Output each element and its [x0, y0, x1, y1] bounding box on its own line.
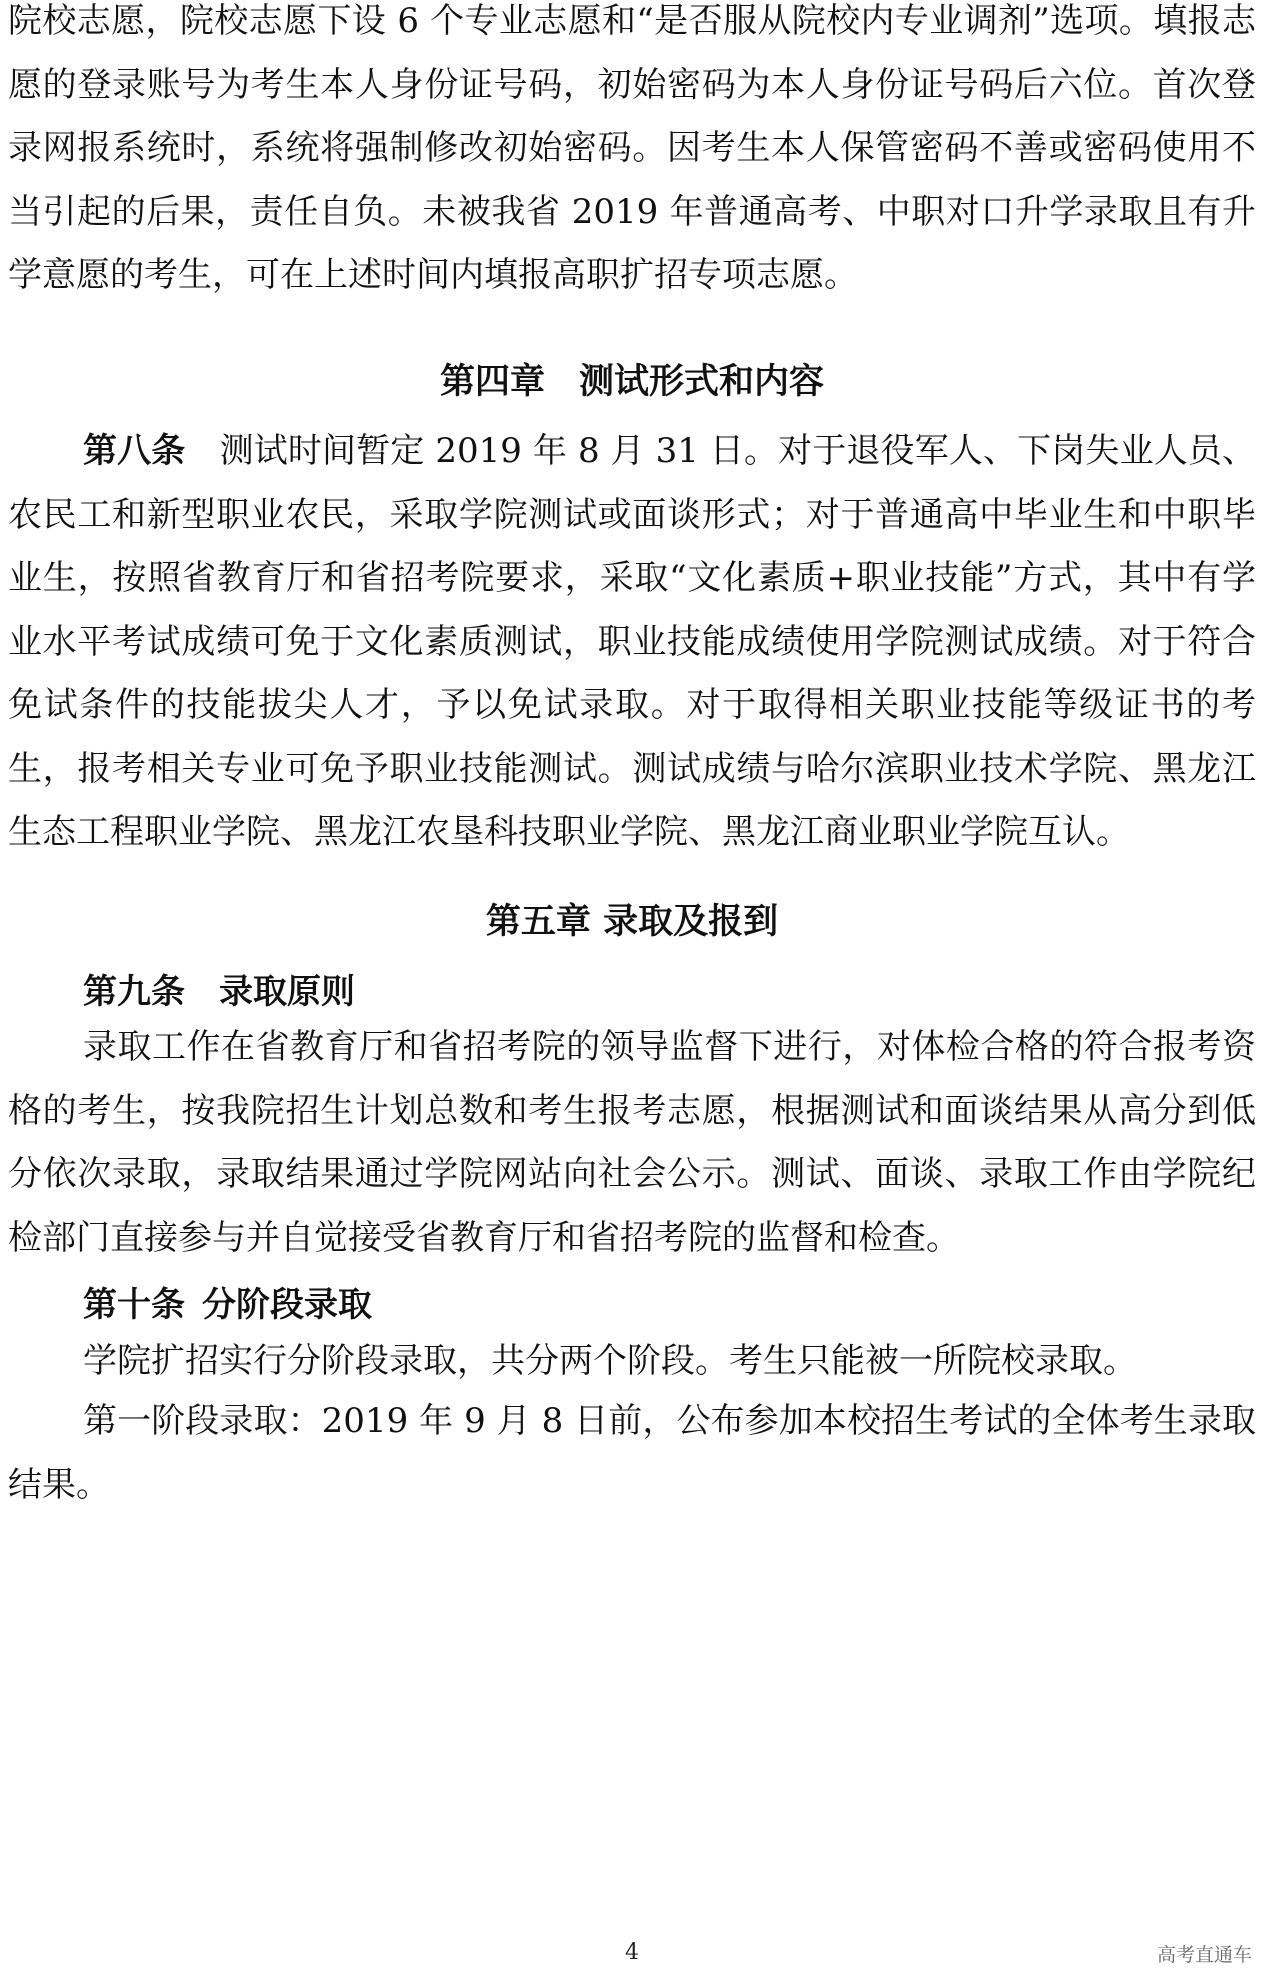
page-number: 4	[625, 1940, 639, 1965]
article-10-subtitle: 分阶段录取	[202, 1285, 372, 1325]
article-10-heading	[83, 1275, 372, 1335]
article-8-heading: 第八条	[83, 431, 186, 471]
watermark: 高考直通车	[1156, 1944, 1252, 1966]
article-9-heading	[83, 962, 355, 1022]
chapter-4-title: 测试形式和内容	[579, 362, 825, 402]
intro-paragraph: 院校志愿，院校志愿下设 6 个专业志愿和“是否服从院校内专业调剂”选项。填报志愿的登录账号为考生本人身份证号码，初始密码为本人身份证号码后六位。首次登录网报系统时，系统将强制修改初始密码。因考生本人保管密码不善或密码使用不当引起的后果，责任自负。未被我省 2019 年普通高考、中职对口升学录取且有升学意愿的考生，可在上述时间内填报高职扩招专项志愿。	[8, 1, 1256, 295]
article-9-number: 第九条	[83, 972, 185, 1012]
chapter-4-number: 第四章	[439, 362, 545, 402]
article-10-paragraph-2: 第一阶段录取：2019 年 9 月 8 日前，公布参加本校招生考试的全体考生录取结果。	[8, 1401, 1256, 1505]
chapter-4-heading	[0, 352, 1264, 412]
article-8-text: 测试时间暂定 2019 年 8 月 31 日。对于退役军人、下岗失业人员、农民工和新型职业农民，采取学院测试或面谈形式；对于普通高中毕业生和中职毕业生，按照省教育厅和省招考院要求，采取“文化素质+职业技能”方式，其中有学业水平考试成绩可免于文化素质测试，职业技能成绩使用学院测试成绩。对于符合免试条件的技能拔尖人才，予以免试录取。对于取得相关职业技能等级证书的考生，报考相关专业可免予职业技能测试。测试成绩与哈尔滨职业技术学院、黑龙江生态工程职业学院、黑龙江农垦科技职业学院、黑龙江商业职业学院互认。	[8, 431, 1256, 852]
article-9-paragraph: 录取工作在省教育厅和省招考院的领导监督下进行，对体检合格的符合报考资格的考生，按我院招生计划总数和考生报考志愿，根据测试和面谈结果从高分到低分依次录取，录取结果通过学院网站向社会公示。测试、面谈、录取工作由学院纪检部门直接参与并自觉接受省教育厅和省招考院的监督和检查。	[8, 1027, 1256, 1258]
article-8-paragraph	[8, 420, 1256, 865]
chapter-5-heading: 第五章 录取及报到	[485, 902, 779, 942]
article-9-subtitle: 录取原则	[219, 972, 355, 1012]
article-10-paragraph-1: 学院扩招实行分阶段录取，共分两个阶段。考生只能被一所院校录取。	[83, 1341, 1137, 1381]
article-10-number: 第十条	[83, 1285, 185, 1325]
